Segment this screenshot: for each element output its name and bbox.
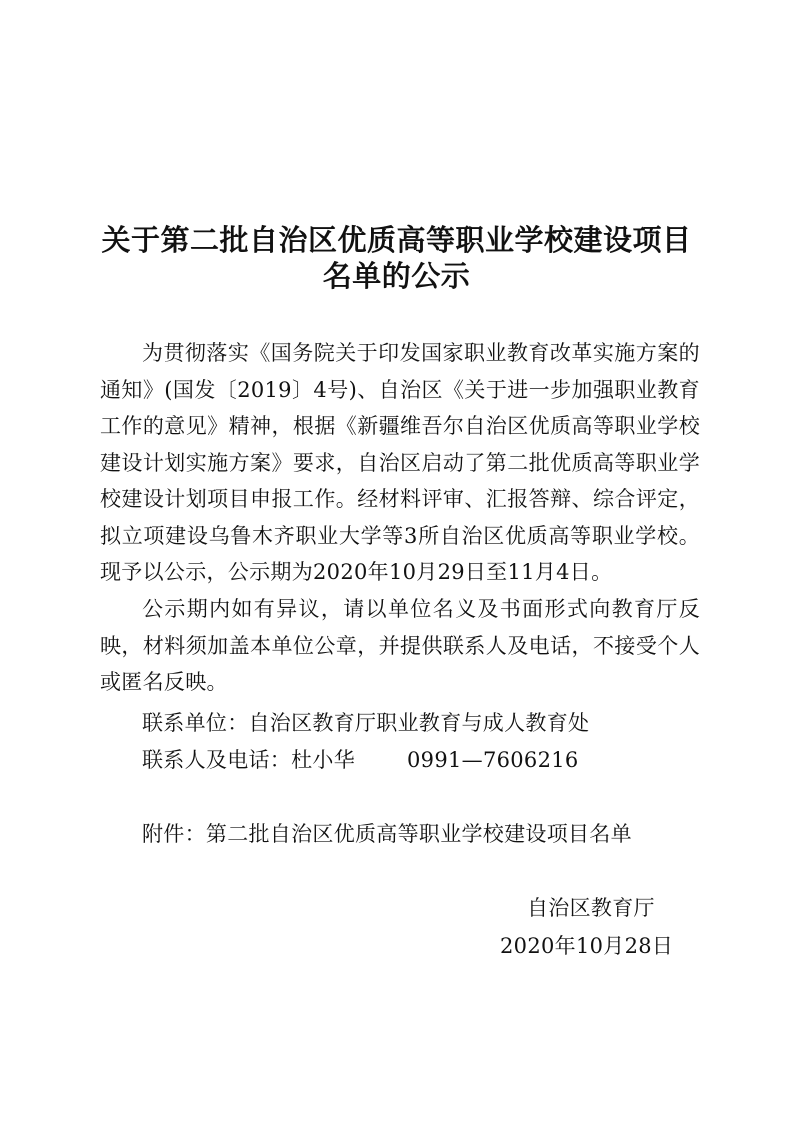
attachment-note: 附件：第二批自治区优质高等职业学校建设项目名单 xyxy=(142,822,632,846)
document-title-line-1: 关于第二批自治区优质高等职业学校建设项目 xyxy=(101,223,692,257)
document-title-line-2: 名单的公示 xyxy=(322,259,471,293)
contact-unit: 联系单位：自治区教育厅职业教育与成人教育处 xyxy=(142,711,590,735)
body-paragraph-2: 公示期内如有异议，请以单位名义及书面形式向教育厅反映，材料须加盖本单位公章，并提供联系人及电话，不接受个人或匿名反映。 xyxy=(100,597,700,694)
body-paragraph-1: 为贯彻落实《国务院关于印发国家职业教育改革实施方案的通知》(国发〔2019〕4号)、自治区《关于进一步加强职业教育工作的意见》精神，根据《新疆维吾尔自治区优质高等职业学校建设计划实施方案》要求，自治区启动了第二批优质高等职业学校建设计划项目申报工作。经材料评审、汇报答辩、综合评定，拟立项建设乌鲁木齐职业大学等3所自治区优质高等职业学校。现予以公示，公示期为2020年10月29日至11月4日。 xyxy=(100,341,700,584)
contact-phone: 0991—7606216 xyxy=(407,748,579,772)
signature-organization: 自治区教育厅 xyxy=(527,896,655,920)
signature-date: 2020年10月28日 xyxy=(500,934,674,958)
contact-person-line xyxy=(142,742,579,778)
contact-person: 联系人及电话：杜小华 xyxy=(142,748,355,772)
